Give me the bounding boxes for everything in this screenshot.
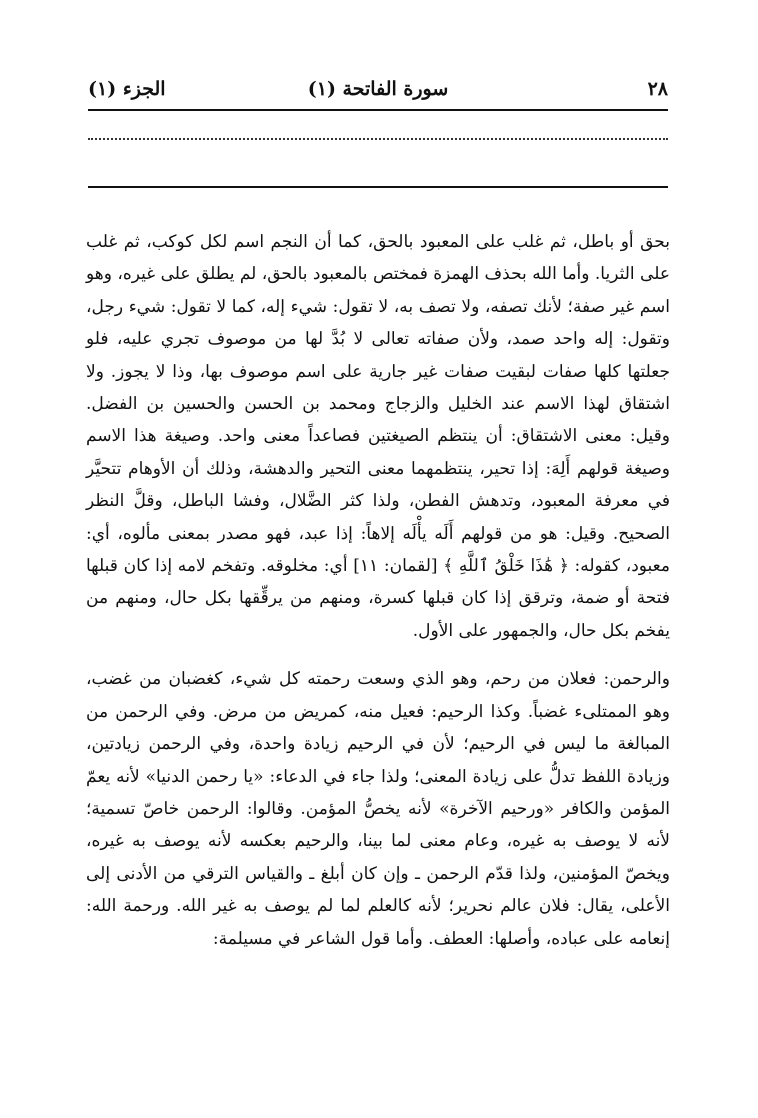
commentary-text (86, 226, 670, 955)
section-rule (88, 186, 668, 188)
dotted-separator (88, 138, 668, 156)
header-rule (88, 109, 668, 111)
page-header (88, 74, 668, 108)
surah-title: سورة الفاتحة (١) (307, 78, 449, 100)
part-label: الجزء (١) (88, 78, 166, 100)
page-number: ٢٨ (647, 78, 668, 100)
paragraph-allah: بحق أو باطل، ثم غلب على المعبود بالحق، كما أن النجم اسم لكل كوكب، ثم غلب على الثريا. وأما الله بحذف الهمزة فمختص بالمعبود بالحق، لم يطلق على غيره، وهو اسم غير صفة؛ لأنك تصفه، ولا تصف به، لا تقول: شيء إله، كما لا تقول: شيء رجل، وتقول: إله واحد صمد، ولأن صفاته تعالى لا بُدَّ لها من موصوف تجري عليه، فلو جعلتها كلها صفات لبقيت صفات غير جارية على اسم موصوف بها، وذا لا يجوز. ولا اشتقاق لهذا الاسم عند الخليل والزجاج ومحمد بن الحسن والحسين بن الفضل. وقيل: معنى الاشتقاق: أن ينتظم الصيغتين فصاعداً معنى واحد. وصيغة هذا الاسم وصيغة قولهم أَلِهَ: إذا تحير، ينتظمهما معنى التحير والدهشة، وذلك أن الأوهام تتحيَّر في معرفة المعبود، وتدهش الفطن، ولذا كثر الضَّلال، وفشا الباطل، وقلَّ النظر الصحيح. وقيل: هو من قولهم أَلَه يأْلَه إلاهاً: إذا عبد، فهو مصدر بمعنى مألوه، أي: معبود، كقوله: ﴿ هَٰذَا خَلْقُ ٱللَّهِ ﴾ [لقمان: ١١] أي: مخلوقه. وتفخم لامه إذا كان قبلها فتحة أو ضمة، وترقق إذا كان قبلها كسرة، ومنهم من يرقِّقها بكل حال، ومنهم من يفخم بكل حال، والجمهور على الأول. (86, 232, 670, 641)
paragraph-rahman: والرحمن: فعلان من رحم، وهو الذي وسعت رحمته كل شيء، كغضبان من غضب، وهو الممتلىء غضباً. وكذا الرحيم: فعيل منه، كمريض من مرض. وفي الرحمن من المبالغة ما ليس في الرحيم؛ لأن في الرحيم زيادة واحدة، وفي الرحمن زيادتين، وزيادة اللفظ تدلُّ على زيادة المعنى؛ ولذا جاء في الدعاء: «يا رحمن الدنيا» لأنه يعمّ المؤمن والكافر «ورحيم الآخرة» لأنه يخصُّ المؤمن. وقالوا: الرحمن خاصّ تسمية؛ لأنه لا يوصف به غيره، وعام معنى لما بينا، والرحيم بعكسه لأنه يوصف به غيره، ويخصّ المؤمنين، ولذا قدّم الرحمن ـ وإن كان أبلغ ـ والقياس الترقي من الأدنى إلى الأعلى، يقال: فلان عالم نحرير؛ لأنه كالعلم لما لم يوصف به غير الله. ورحمة الله: إنعامه على عباده، وأصلها: العطف. وأما قول الشاعر في مسيلمة: (86, 669, 670, 949)
